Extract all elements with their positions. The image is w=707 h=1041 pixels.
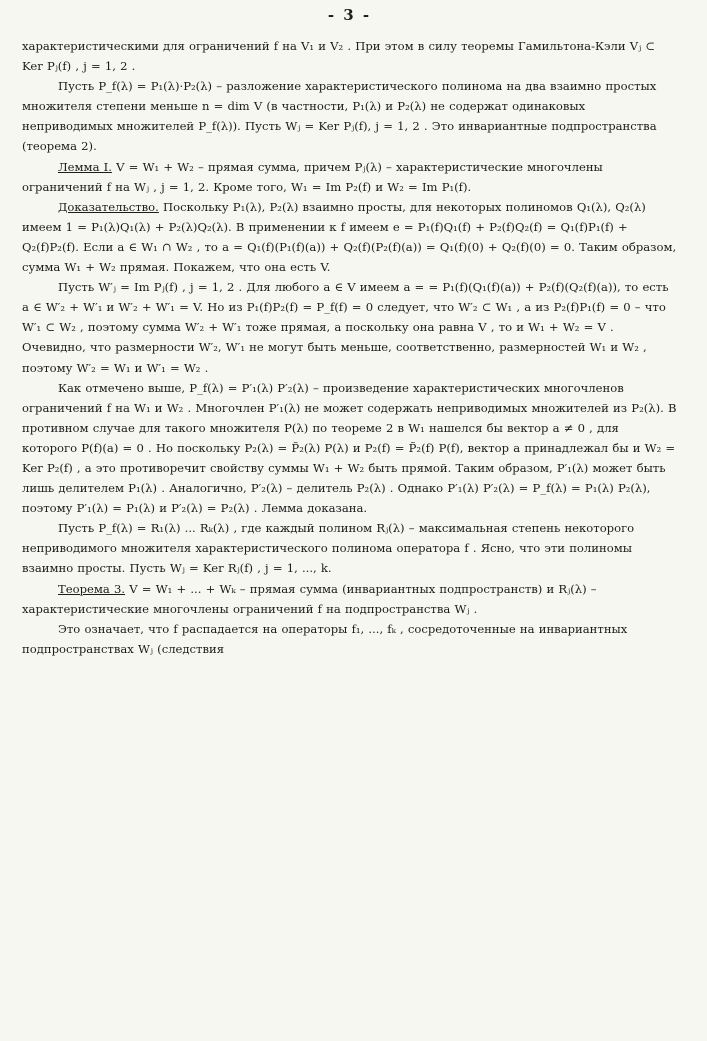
lemma-1-paragraph (22, 157, 677, 197)
theorem-3-heading: Теорема 3. (58, 581, 126, 596)
paragraph-9: Это означает, что f распадается на операторы f₁, ..., fₖ , сосредоточенные на инвариантных подпространствах Wⱼ (следствия (22, 621, 628, 656)
lemma-1-heading: Лемма I. (58, 159, 112, 174)
lemma-1-text: V = W₁ + W₂ – прямая сумма, причем Pⱼ(λ) – характеристические многочлены ограничений f на Wⱼ , j = 1, 2. Кроме того, W₁ = Im P₂(f) и W₂ = Im P₁(f). (22, 159, 603, 194)
paragraph-7: Пусть P_f(λ) = R₁(λ) ... Rₖ(λ) , где каждый полином Rⱼ(λ) – максимальная степень некоторого неприводимого множителя характеристического полинома оператора f . Ясно, что эти полиномы взаимно просты. Пусть Wⱼ = Ker Rⱼ(f) , j = 1, ..., k. (22, 521, 635, 576)
proof-paragraph (22, 197, 677, 277)
paragraph-5: Пусть W′ⱼ = Im Pⱼ(f) , j = 1, 2 . Для любого a ∈ V имеем a = = P₁(f)(Q₁(f)(a)) + P₂(f)(Q₂(f)(a)), то есть a ∈ W′₂ + W′₁ и W′₂ + W′₁ = V. Но из P₁(f)P₂(f) = P_f(f) = 0 следует, что W′₂ ⊂ W₁ , а из P₂(f)P₁(f) = 0 – что W′₁ ⊂ W₂ , поэтому сумма W′₂ + W′₁ тоже прямая, а поскольку она равна V , то и W₁ + W₂ = V . Очевидно, что размерности W′₂, W′₁ не могут быть меньше, соответственно, размерностей W₁ и W₂ , поэтому W′₂ = W₁ и W′₁ = W₂ . (22, 280, 669, 375)
theorem-3-paragraph (22, 579, 677, 619)
proof-heading: Доказательство. (58, 199, 159, 214)
theorem-3-text: V = W₁ + ... + Wₖ – прямая сумма (инвариантных подпространств) и Rⱼ(λ) – характеристические многочлены ограничений f на подпространства Wⱼ . (22, 581, 597, 616)
paragraph-1: характеристическими для ограничений f на V₁ и V₂ . При этом в силу теоремы Гамильтона-Кэли Vⱼ ⊂ Ker Pⱼ(f) , j = 1, 2 . (22, 39, 656, 74)
paragraph-6: Как отмечено выше, P_f(λ) = P′₁(λ) P′₂(λ) – произведение характеристических многочленов ограничений f на W₁ и W₂ . Многочлен P′₁(λ) не может содержать неприводимых множителей из P₂(λ). В противном случае для такого множителя P(λ) по теореме 2 в W₁ нашелся бы вектор a ≠ 0 , для которого P(f)(a) = 0 . Но поскольку P₂(λ) = P̃₂(λ) P(λ) и P₂(f) = P̃₂(f) P(f), вектор a принадлежал бы и W₂ = Ker P₂(f) , а это противоречит свойству суммы W₁ + W₂ быть прямой. Таким образом, P′₁(λ) может быть лишь делителем P₁(λ) . Аналогично, P′₂(λ) – делитель P₂(λ) . Однако P′₁(λ) P′₂(λ) = P_f(λ) = P₁(λ) P₂(λ), поэтому P′₁(λ) = P₁(λ) и P′₂(λ) = P₂(λ) . Лемма доказана. (22, 380, 677, 516)
paragraph-2: Пусть P_f(λ) = P₁(λ)·P₂(λ) – разложение характеристического полинома на два взаимно простых множителя степени меньше n = dim V (в частности, P₁(λ) и P₂(λ) не содержат одинаковых неприводимых множителей P_f(λ)). Пусть Wⱼ = Ker Pⱼ(f), j = 1, 2 . Это инвариантные подпространства (теорема 2). (22, 79, 657, 154)
body-text (22, 36, 677, 659)
page-number: - 3 - (327, 6, 372, 24)
proof-text: Поскольку P₁(λ), P₂(λ) взаимно просты, для некоторых полиномов Q₁(λ), Q₂(λ) имеем 1 = P₁(λ)Q₁(λ) + P₂(λ)Q₂(λ). В применении к f имеем e = P₁(f)Q₁(f) + P₂(f)Q₂(f) = Q₁(f)P₁(f) + Q₂(f)P₂(f). Если a ∈ W₁ ∩ W₂ , то a = Q₁(f)(P₁(f)(a)) + Q₂(f)(P₂(f)(a)) = Q₁(f)(0) + Q₂(f)(0) = 0. Таким образом, сумма W₁ + W₂ прямая. Покажем, что она есть V. (22, 199, 677, 275)
